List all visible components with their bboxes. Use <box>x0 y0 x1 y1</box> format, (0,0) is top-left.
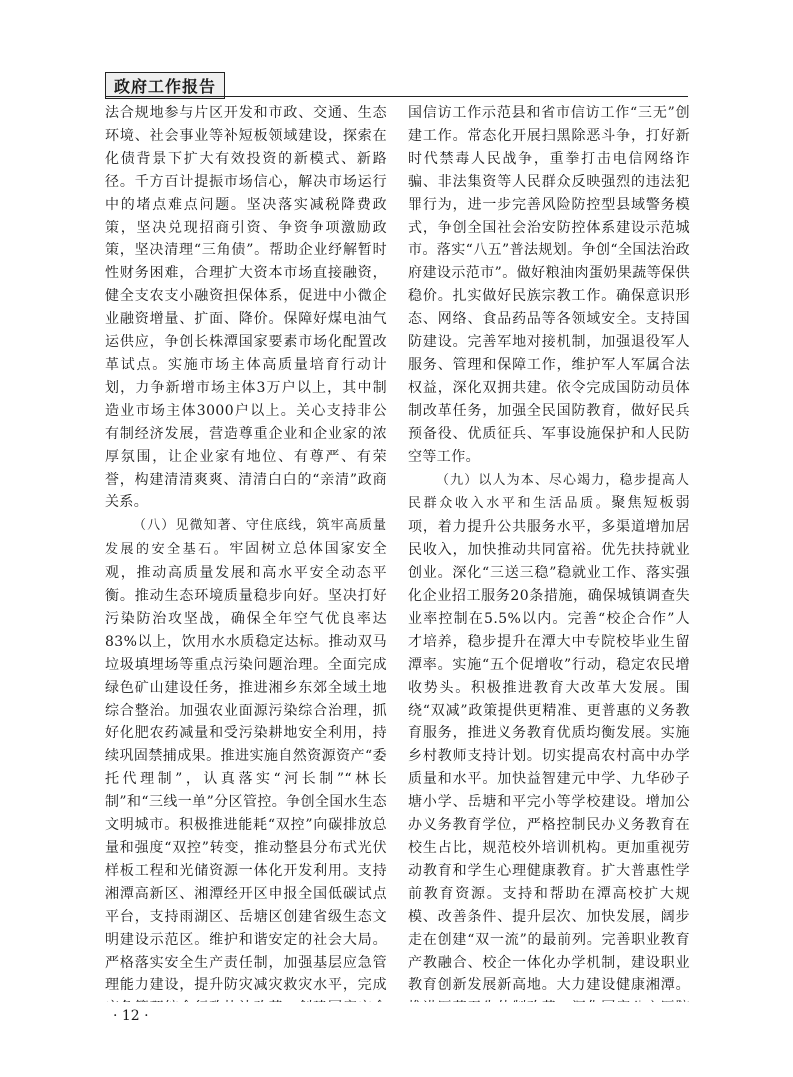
section-body: 聚焦短板弱项，着力提升公共服务水平，多渠道增加居民收入，加快推动共同富裕。优先扶持就业创业。深化“三送三稳”稳就业工作、落实强化企业招工服务20条措施，确保城镇调查失业率控制在5.5%以内。完善“校企合作”人才培养，稳步提升在潭大中专院校毕业生留潭率。实施“五个促增收”行动，稳定农民增收势头。积极推进教育大改革大发展。围绕“双减”政策提供更精准、更普惠的义务教育服务，推进义务教育优质均衡发展。实施乡村教师支持计划。切实提高农村高中办学质量和水平。加快益智建元中学、九华砂子塘小学、岳塘和平完小等学校建设。增加公办义务教育学位，严格控制民办义务教育在校生占比，规范校外培训机构。更加重视劳动教育和学生心理健康教育。扩大普惠性学前教育资源。支持和帮助在潭高校扩大规模、改善条件、提升层次、加快发展，阔步走在创建“双一流”的最前列。完善职业教育产教融合、校企一体化办学机制，建设职业教育创新发展新高地。大力建设健康湘潭。 <box>408 495 690 994</box>
section-paragraph <box>408 469 690 1003</box>
header-title: 政府工作报告 <box>105 72 225 99</box>
section-heading: （八）见微知著、守住底线，筑牢高质量发展的安全基石。 <box>105 518 387 558</box>
paragraph: 法合规地参与片区开发和市政、交通、生态环境、社会事业等补短板领域建设，探索在化债背景下扩大有效投资的新模式、新路径。千方百计提振市场信心，解决市场运行中的堵点难点问题。坚决落实减税降费政策，坚决兑现招商引资、争资争项激励政策，坚决清理“三角债”。帮助企业纾解暂时性财务困难，合理扩大资本市场直接融资，健全支农支小融资担保体系，促进中小微企业融资增量、扩面、降价。保障好煤电油气运供应，争创长株潭国家要素市场化配置改革试点。实施市场主体高质量培育行动计划，力争新增市场主体3万户以上，其中制造业市场主体3000户以上。关心支持非公有制经济发展，营造尊重企业和企业家的浓厚氛围，让企业家有地位、有尊严、有荣誉，构建清清爽爽、清清白白的“亲清”政商关系。 <box>105 105 387 511</box>
header-rule <box>105 96 688 97</box>
right-column <box>408 102 690 1002</box>
section-heading: （九）以人为本、尽心竭力，稳步提高人民群众收入水平和生活品质。 <box>408 472 690 512</box>
section-body: 牢固树立总体国家安全观，推动高质量发展和高水平安全动态平衡。推动生态环境质量稳步向好。坚决打好污染防治攻坚战，确保全年空气优良率达83%以上，饮用水水质稳定达标。推动双马垃圾填埋场等重点污染问题治理。全面完成绿色矿山建设任务，推进湘乡东郊全域土地综合整治。加强农业面源污染综合治理，抓好化肥农药减量和受污染耕地安全利用，持续巩固禁捕成果。推进实施自然资源资产“委托代理制”，认真落实“河长制”“林长制”和“三线一单”分区管控。争创全国水生态文明城市。积极推进能耗“双控”向碳排放总量和强度“双控”转变，推动整县分布式光伏样板工程和光储资源一体化开发利用。支持湘潭高新区、湘潭经开区申报全国低碳试点平台，支持雨湖区、岳塘区创建省级生态文明建设示范区。维护和谐安定的社会大局。严格落实安全生产责任制，加强基层应急管理能力建设，提升防灾减灾救灾水平，完成 <box>105 541 387 994</box>
running-header <box>105 72 225 99</box>
section-paragraph <box>105 514 387 1002</box>
page-number: · 12 · <box>113 1008 149 1024</box>
left-column <box>105 102 387 1002</box>
paragraph: 国信访工作示范县和省市信访工作“三无”创建工作。常态化开展扫黑除恶斗争，打好新时代禁毒人民战争，重拳打击电信网络诈骗、非法集资等人民群众反映强烈的违法犯罪行为，进一步完善风险防控型县域警务模式，争创全国社会治安防控体系建设示范城市。落实“八五”普法规划。争创“全国法治政府建设示范市”。做好粮油肉蛋奶果蔬等保供稳价。扎实做好民族宗教工作。确保意识形态、网络、食品药品等各领域安全。支持国防建设。完善军地对接机制，加强退役军人服务、管理和保障工作，维护军人军属合法权益，深化双拥共建。依令完成国防动员体制改革任务，加强全民国防教育，做好民兵预备役、优质征兵、军事设施保护和人民防空等工作。 <box>408 105 690 465</box>
